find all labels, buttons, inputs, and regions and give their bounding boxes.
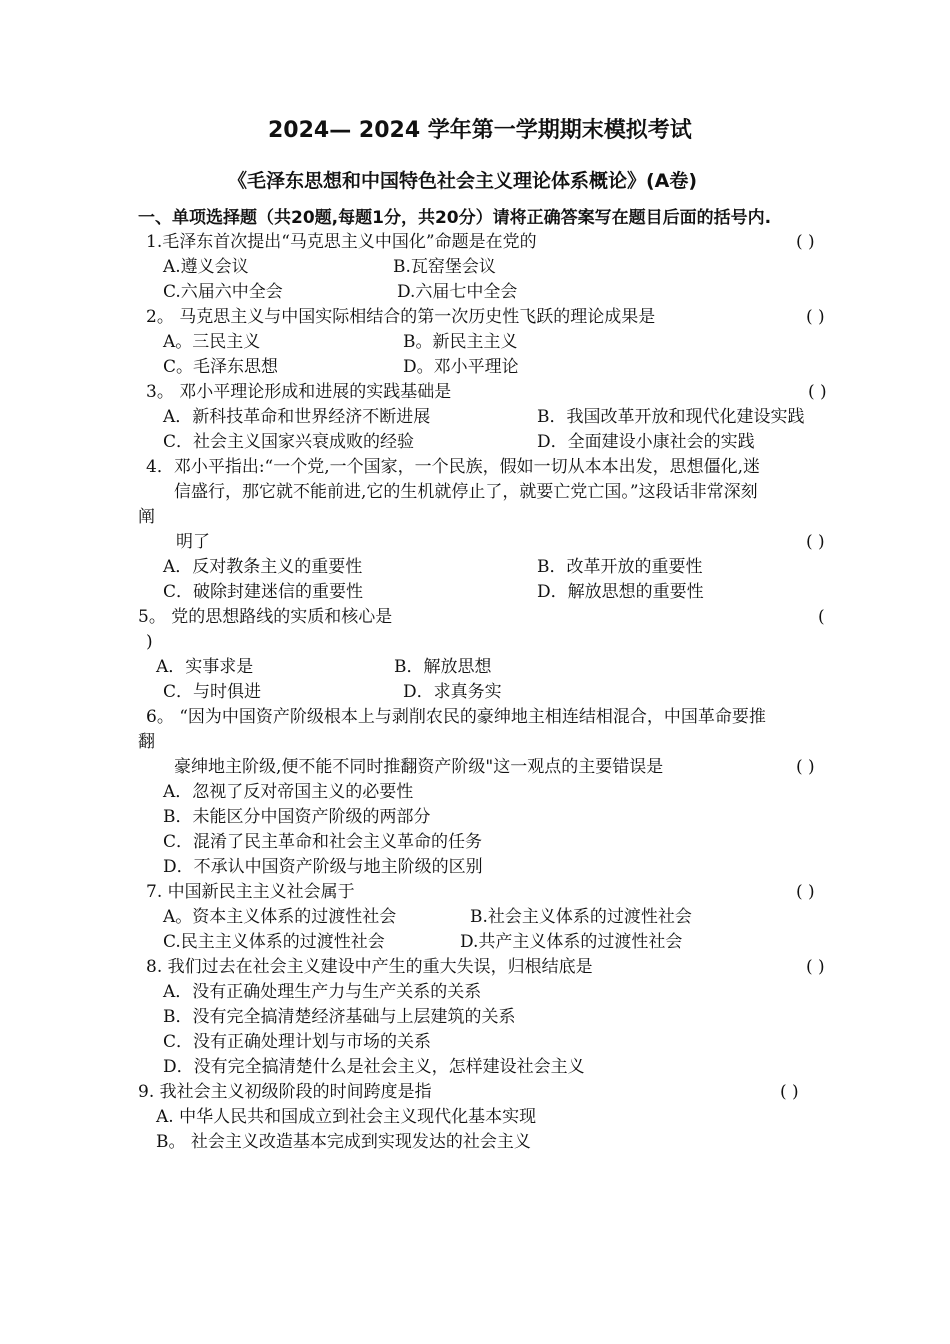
option-d: D.共产主义体系的过渡性社会 bbox=[460, 932, 683, 952]
option-a: A．反对教条主义的重要性 bbox=[163, 557, 363, 577]
question-stem-line-2: 信盛行，那它就不能前进,它的生机就停止了，就要亡党亡国。”这段话非常深刻 bbox=[174, 482, 758, 502]
option-d: D．不承认中国资产阶级与地主阶级的区别 bbox=[163, 857, 483, 877]
option-a: A．实事求是 bbox=[156, 657, 254, 677]
question-stem: 2。 马克思主义与中国实际相结合的第一次历史性飞跃的理论成果是 bbox=[146, 307, 656, 327]
question-stem-line-4: 明了 bbox=[176, 532, 210, 552]
option-b: B．我国改革开放和现代化建设实践 bbox=[537, 407, 805, 427]
question-stem: 5。 党的思想路线的实质和核心是 bbox=[138, 607, 393, 627]
question-stem: 8. 我们过去在社会主义建设中产生的重大失误，归根结底是 bbox=[146, 957, 593, 977]
answer-bracket: ( ) bbox=[796, 232, 815, 252]
option-d: D．求真务实 bbox=[403, 682, 502, 702]
option-a: A．新科技革命和世界经济不断进展 bbox=[163, 407, 431, 427]
exam-title: 2024— 2024 学年第一学期期末模拟考试 bbox=[268, 118, 692, 143]
option-a: A．忽视了反对帝国主义的必要性 bbox=[163, 782, 414, 802]
exam-subtitle: 《毛泽东思想和中国特色社会主义理论体系概论》(A卷) bbox=[228, 170, 698, 192]
option-a: A．没有正确处理生产力与生产关系的关系 bbox=[163, 982, 482, 1002]
option-a: A。三民主义 bbox=[163, 332, 261, 352]
question-stem-line-3: 豪绅地主阶级,便不能不同时推翻资产阶级"这一观点的主要错误是 bbox=[174, 757, 664, 777]
option-b: B．没有完全搞清楚经济基础与上层建筑的关系 bbox=[163, 1007, 516, 1027]
option-d: D.六届七中全会 bbox=[397, 282, 518, 302]
option-b: B.社会主义体系的过渡性社会 bbox=[470, 907, 692, 927]
answer-bracket: ( ) bbox=[796, 882, 815, 902]
option-a: A.遵义会议 bbox=[163, 257, 249, 277]
answer-bracket: ( ) bbox=[806, 307, 825, 327]
option-b: B。 社会主义改造基本完成到实现发达的社会主义 bbox=[156, 1132, 531, 1152]
option-d: D。邓小平理论 bbox=[403, 357, 519, 377]
question-stem: 3。 邓小平理论形成和进展的实践基础是 bbox=[146, 382, 452, 402]
section-heading: 一、单项选择题（共20题,每题1分，共20分）请将正确答案写在题目后面的括号内. bbox=[138, 208, 772, 228]
option-c: C．与时俱进 bbox=[163, 682, 262, 702]
answer-bracket-open: ( bbox=[818, 607, 825, 627]
answer-bracket-close: ) bbox=[146, 632, 153, 652]
option-c: C。毛泽东思想 bbox=[163, 357, 279, 377]
option-c: C．破除封建迷信的重要性 bbox=[163, 582, 364, 602]
answer-bracket: ( ) bbox=[780, 1082, 799, 1102]
answer-bracket: ( ) bbox=[808, 382, 827, 402]
option-b: B．解放思想 bbox=[394, 657, 492, 677]
option-d: D．没有完全搞清楚什么是社会主义，怎样建设社会主义 bbox=[163, 1057, 585, 1077]
answer-bracket: ( ) bbox=[796, 757, 815, 777]
question-stem: 1.毛泽东首次提出“马克思主义中国化”命题是在党的 bbox=[146, 232, 537, 252]
option-d: D．全面建设小康社会的实践 bbox=[537, 432, 755, 452]
question-stem: 9. 我社会主义初级阶段的时间跨度是指 bbox=[138, 1082, 432, 1102]
answer-bracket: ( ) bbox=[806, 957, 825, 977]
option-c: C.六届六中全会 bbox=[163, 282, 283, 302]
question-stem-line-3: 阐 bbox=[138, 507, 155, 527]
question-stem-line-2: 翻 bbox=[138, 732, 155, 752]
option-a: A. 中华人民共和国成立到社会主义现代化基本实现 bbox=[156, 1107, 537, 1127]
option-b: B.瓦窑堡会议 bbox=[393, 257, 496, 277]
question-stem-line-1: 4．邓小平指出:“一个党,一个国家，一个民族，假如一切从本本出发，思想僵化,迷 bbox=[146, 457, 761, 477]
option-c: C．混淆了民主革命和社会主义革命的任务 bbox=[163, 832, 483, 852]
question-stem: 7. 中国新民主主义社会属于 bbox=[146, 882, 355, 902]
option-c: C．社会主义国家兴衰成败的经验 bbox=[163, 432, 415, 452]
option-b: B．改革开放的重要性 bbox=[537, 557, 703, 577]
option-d: D．解放思想的重要性 bbox=[537, 582, 704, 602]
option-c: C．没有正确处理计划与市场的关系 bbox=[163, 1032, 432, 1052]
answer-bracket: ( ) bbox=[806, 532, 825, 552]
question-stem-line-1: 6。 “因为中国资产阶级根本上与剥削农民的豪绅地主相连结相混合，中国革命要推 bbox=[146, 707, 766, 727]
option-a: A。资本主义体系的过渡性社会 bbox=[163, 907, 397, 927]
option-b: B。新民主主义 bbox=[403, 332, 518, 352]
option-c: C.民主主义体系的过渡性社会 bbox=[163, 932, 385, 952]
option-b: B．未能区分中国资产阶级的两部分 bbox=[163, 807, 431, 827]
